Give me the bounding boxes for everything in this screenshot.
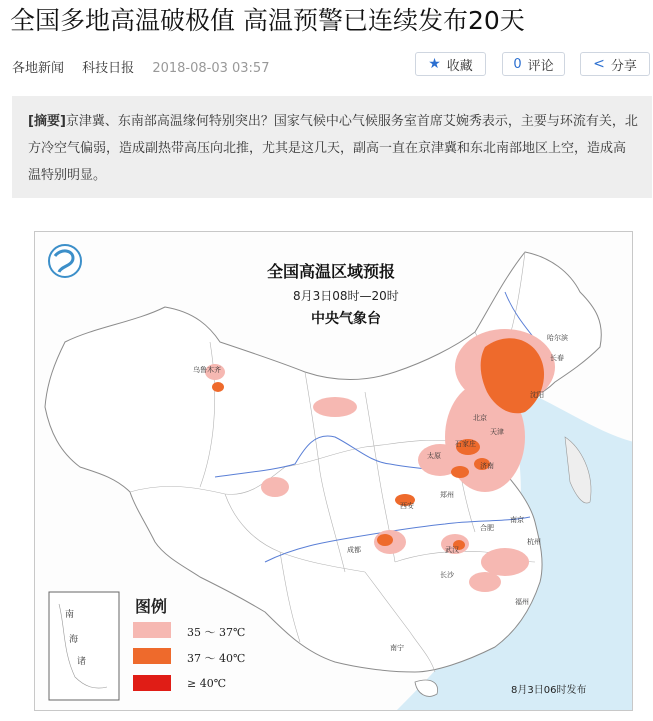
city-label: 西安 [400,502,414,510]
summary-box [12,96,652,198]
city-label: 哈尔滨 [547,334,568,342]
article-meta [12,57,283,76]
city-label: 南京 [510,516,524,524]
city-label: 沈阳 [530,391,544,399]
article-title: 全国多地高温破极值 高温预警已连续发布20天 [10,6,525,35]
city-label: 杭州 [527,538,541,546]
legend-swatch-40-plus [133,675,171,691]
inset-label-sea: 海 [69,635,79,645]
share-icon: < [593,56,605,72]
city-label: 石家庄 [455,440,476,448]
favorite-button[interactable] [415,52,486,76]
legend-label-35-37: 35 ～ 37℃ [187,626,246,639]
favorite-label: 收藏 [446,58,473,74]
city-label: 乌鲁木齐 [193,366,221,374]
city-label: 南宁 [390,644,404,652]
comment-label: 评论 [527,58,554,74]
city-label: 济南 [480,462,494,470]
map-issue-time: 8月3日06时发布 [511,685,587,696]
city-label: 天津 [490,428,504,436]
comment-button[interactable] [502,52,565,76]
city-label: 长春 [550,354,564,362]
summary-tag: [摘要] [28,114,66,129]
inset-label-islands: 诸 [77,657,87,667]
comment-count: 0 [513,56,522,72]
star-icon: ★ [428,56,441,72]
city-label: 合肥 [480,524,494,532]
inset-label-south: 南 [65,610,75,620]
source-link[interactable]: 各地新闻 [12,61,65,76]
share-button[interactable] [580,52,650,76]
publish-date: 2018-08-03 03:57 [152,61,270,76]
legend-label-37-40: 37 ～ 40℃ [187,652,246,665]
publisher-name[interactable]: 科技日报 [82,61,135,76]
map-org: 中央气象台 [311,311,381,327]
legend-title: 图例 [135,597,168,616]
legend-label-40-plus: ≥ 40℃ [187,677,227,690]
city-label: 北京 [473,414,487,422]
legend-swatch-35-37 [133,622,171,638]
city-label: 武汉 [445,546,459,554]
map-title: 全国高温区域预报 [267,262,396,281]
summary-text: 京津冀、东南部高温缘何特别突出？国家气候中心气候服务室首席艾婉秀表示，主要与环流有关，北方冷空气偏弱，造成副热带高压向北推，尤其是这几天，副高一直在京津冀和东北南部地区上空，造成高温特别明显。 [28,114,638,183]
city-label: 长沙 [440,571,454,579]
map-time-range: 8月3日08时—20时 [293,289,399,303]
legend-swatch-37-40 [133,648,171,664]
city-label: 福州 [515,598,529,606]
heat-forecast-map [34,231,633,711]
city-label: 成都 [347,546,361,554]
cma-logo [49,245,81,277]
share-label: 分享 [610,58,637,74]
city-label: 太原 [427,452,441,460]
city-label: 郑州 [440,491,454,499]
